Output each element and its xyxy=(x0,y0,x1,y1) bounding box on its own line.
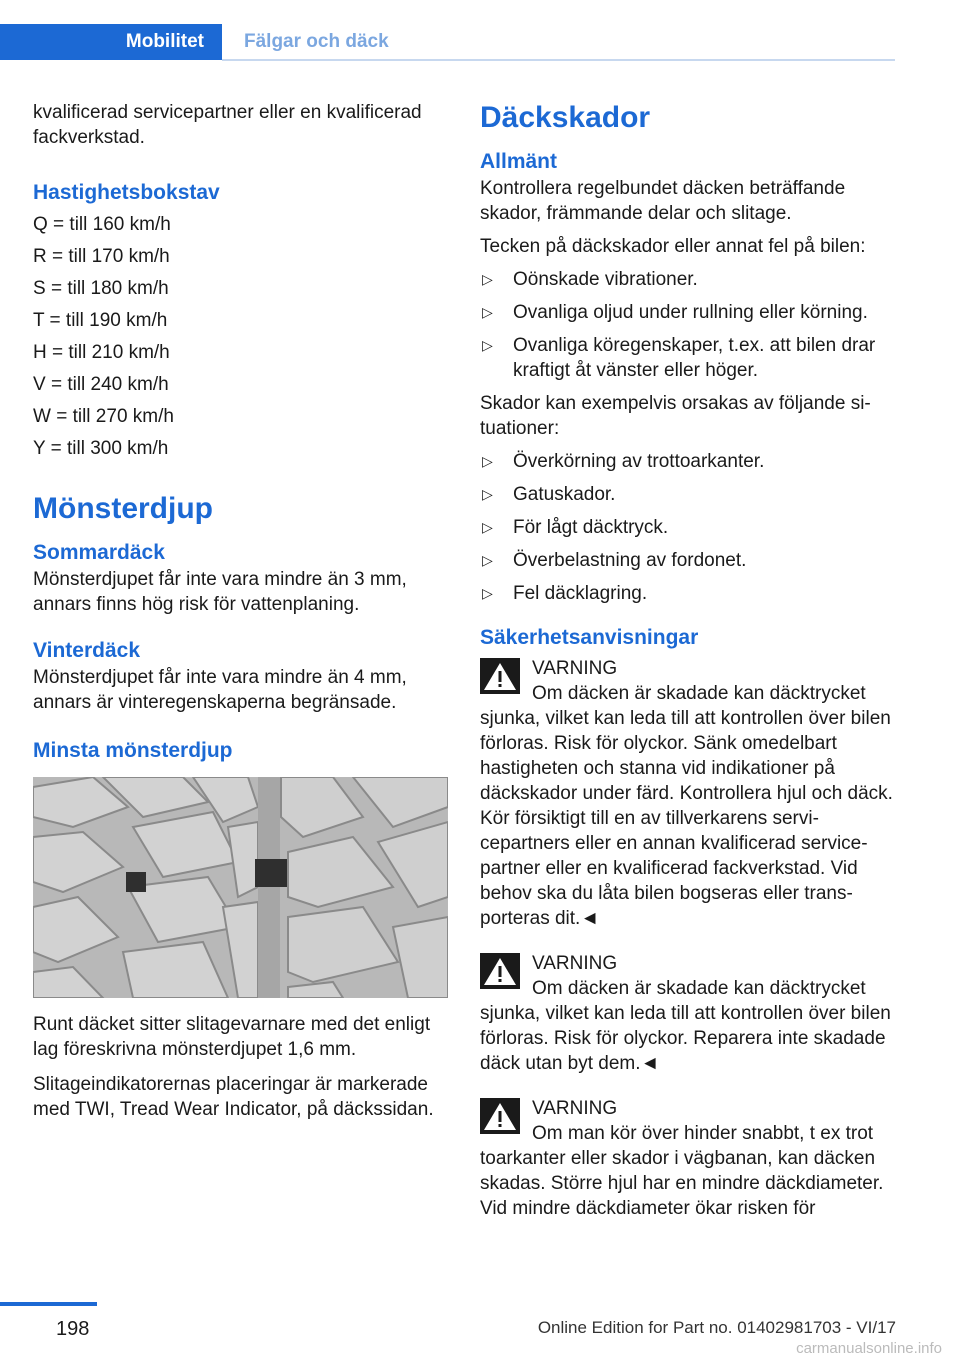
damage-title: Däckskador xyxy=(480,101,651,134)
speed-list xyxy=(33,209,453,465)
speed-item: S = till 180 km/h xyxy=(33,278,169,299)
speed-heading: Hastighetsbokstav xyxy=(33,181,220,204)
safety-heading: Säkerhetsanvisningar xyxy=(480,626,699,649)
triangle-bullet-icon: ▷ xyxy=(482,271,493,287)
tab-falgar-och-dack[interactable]: Fälgar och däck xyxy=(244,31,389,52)
warning-text: Om däcken är skadade kan däcktrycket sjunka, vilket kan leda till att kontrollen över bilen förloras. Risk för olyckor. Reparera inte skadade däck utan byt dem.◄ xyxy=(480,978,891,1074)
warning-text: Om däcken är skadade kan däcktrycket sjunka, vilket kan leda till att kontrollen över bilen förloras. Risk för olyckor. Sänk omedelbart hastigheten och stanna vid indikationer på däckskador under färd. Kontrollera hjul och däck. Kör försiktigt till en av tillverkarens servicepartners eller en annan kvalificerad servicepartner eller en kvalificerad fackverkstad. Vid behov ska du låta bilen bogseras eller transporteras dit.◄ xyxy=(480,683,893,929)
triangle-bullet-icon: ▷ xyxy=(482,552,493,568)
min-tread-heading: Minsta mönsterdjup xyxy=(33,739,233,762)
winter-heading: Vinterdäck xyxy=(33,639,140,662)
watermark: carmanualsonline.info xyxy=(796,1340,942,1357)
wear-indicator-block xyxy=(255,859,287,887)
triangle-bullet-icon: ▷ xyxy=(482,519,493,535)
list-item: ▷ Ovanliga oljud under rullning eller körning. xyxy=(482,302,868,323)
summer-text: Mönsterdjupet får inte vara mindre än 3 mm, annars finns hög risk för vattenplaning. xyxy=(33,569,407,615)
speed-item: V = till 240 km/h xyxy=(33,374,169,395)
min-text-2: Slitageindikatorernas placeringar är markerade med TWI, Tread Wear Indicator, på däckssidan. xyxy=(33,1074,434,1120)
list-item: ▷ Överbelastning av fordonet. xyxy=(482,550,747,571)
speed-item: H = till 210 km/h xyxy=(33,342,170,363)
tire-tread-image xyxy=(33,777,448,998)
min-text-1: Runt däcket sitter slitagevarnare med det enligt lag föreskrivna mönsterdjupet 1,6 mm. xyxy=(33,1014,431,1060)
warning-text: Om man kör över hinder snabbt, t ex trot toarkanter eller skador i vägbanan, kan däcken skadas. Större hjul har en mindre däckdiameter. Vid mindre däckdiameter ökar risken för xyxy=(480,1123,884,1219)
footer-accent-bar xyxy=(0,1302,97,1306)
edition-text: Online Edition for Part no. 01402981703 - VI/17 xyxy=(537,1318,896,1337)
general-text: Kontrollera regelbundet däcken beträffande skador, främmande delar och slitage. xyxy=(480,178,846,224)
page-header xyxy=(0,0,960,62)
page-number: 198 xyxy=(56,1318,90,1340)
intro-text: kvalificerad servicepartner eller en kvalificerad fackverkstad. xyxy=(33,102,422,148)
warning-block xyxy=(480,1096,900,1221)
speed-item: R = till 170 km/h xyxy=(33,246,170,267)
warning-triangle-icon xyxy=(480,953,520,989)
warning-triangle-icon xyxy=(480,658,520,694)
triangle-bullet-icon: ▷ xyxy=(482,337,493,353)
list-item: ▷ För lågt däcktryck. xyxy=(482,517,669,538)
warning-title: VARNING xyxy=(532,1098,618,1119)
speed-item: W = till 270 km/h xyxy=(33,406,174,427)
tread-title: Mönsterdjup xyxy=(33,492,213,525)
speed-item: T = till 190 km/h xyxy=(33,310,168,331)
warning-title: VARNING xyxy=(532,658,618,679)
summer-heading: Sommardäck xyxy=(33,541,165,564)
left-column xyxy=(33,100,453,1122)
warning-block xyxy=(480,951,900,1076)
speed-item: Y = till 300 km/h xyxy=(33,438,169,459)
triangle-bullet-icon: ▷ xyxy=(482,304,493,320)
tread-wear-indicator-illustration xyxy=(33,777,448,998)
list-item: ▷ Överkörning av trottoarkanter. xyxy=(482,451,765,472)
tab-mobilitet[interactable]: Mobilitet xyxy=(0,24,222,60)
causes-list xyxy=(480,449,900,606)
right-column xyxy=(480,100,900,1221)
list-item: ▷ Gatuskador. xyxy=(482,484,616,505)
warning-block xyxy=(480,656,900,931)
header-divider xyxy=(222,59,895,61)
winter-text: Mönsterdjupet får inte vara mindre än 4 mm, annars är vinteregenskaperna begränsade. xyxy=(33,667,407,713)
wear-indicator-block xyxy=(126,872,146,892)
warning-triangle-icon xyxy=(480,1098,520,1134)
triangle-bullet-icon: ▷ xyxy=(482,453,493,469)
causes-intro: Skador kan exempelvis orsakas av följande situationer: xyxy=(480,393,871,439)
signs-intro: Tecken på däckskador eller annat fel på bilen: xyxy=(480,236,866,257)
warning-title: VARNING xyxy=(532,953,618,974)
signs-list xyxy=(480,267,900,383)
list-item: ▷ Oönskade vibrationer. xyxy=(482,269,698,290)
speed-item: Q = till 160 km/h xyxy=(33,214,171,235)
general-heading: Allmänt xyxy=(480,150,558,173)
triangle-bullet-icon: ▷ xyxy=(482,585,493,601)
triangle-bullet-icon: ▷ xyxy=(482,486,493,502)
list-item: ▷ Fel däcklagring. xyxy=(482,583,648,604)
list-item: ▷ Ovanliga köregenskaper, t.ex. att bilen drar kraftigt åt vänster eller höger. xyxy=(482,335,876,381)
